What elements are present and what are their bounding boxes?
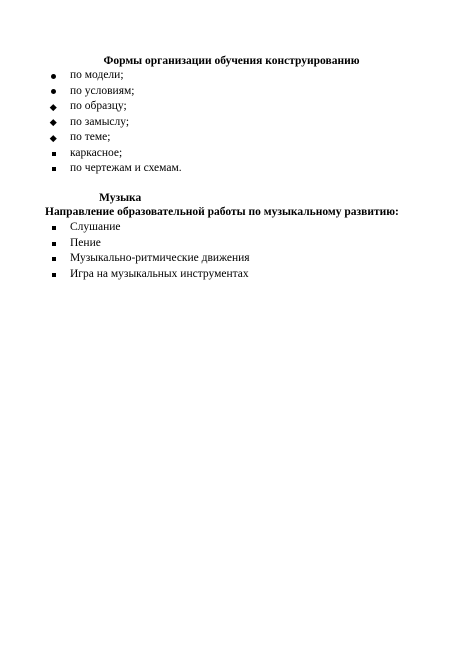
construction-forms-list [48,68,182,177]
list-item-label: по теме; [70,131,111,143]
square-icon [48,251,62,267]
list-item [48,251,250,267]
music-direction-heading: Направление образовательной работы по музыкальному развитию: [45,206,399,218]
list-item-label: Музыкально-ритмические движения [70,252,250,264]
music-section-title: Музыка [99,192,142,204]
list-item [48,236,250,252]
list-item [48,99,182,115]
list-item-label: каркасное; [70,146,123,159]
music-activities-list [48,220,250,282]
list-item [48,220,250,236]
diamond-icon [48,99,62,115]
list-item-label: Слушание [70,221,121,233]
square-icon [48,220,62,236]
list-item-label: по замыслу; [70,115,130,128]
list-item-label: по модели; [70,69,124,81]
diamond-icon [48,115,62,131]
diamond-icon [48,130,62,146]
list-item-label: по образцу; [70,100,127,112]
square-icon [48,146,62,162]
disc-icon [48,84,62,100]
list-item [48,267,250,283]
square-icon [48,236,62,252]
list-item-label: по чертежам и схемам. [70,162,182,174]
list-item [48,130,182,146]
list-item-label: Пение [70,236,101,249]
list-item-label: по условиям; [70,84,135,97]
square-icon [48,267,62,283]
list-item-label: Игра на музыкальных инструментах [70,267,249,280]
list-item [48,84,182,100]
list-item [48,146,182,162]
list-item [48,68,182,84]
list-item [48,161,182,177]
disc-icon [48,68,62,84]
construction-heading: Формы организации обучения конструированию [103,55,360,67]
list-item [48,115,182,131]
square-icon [48,161,62,177]
